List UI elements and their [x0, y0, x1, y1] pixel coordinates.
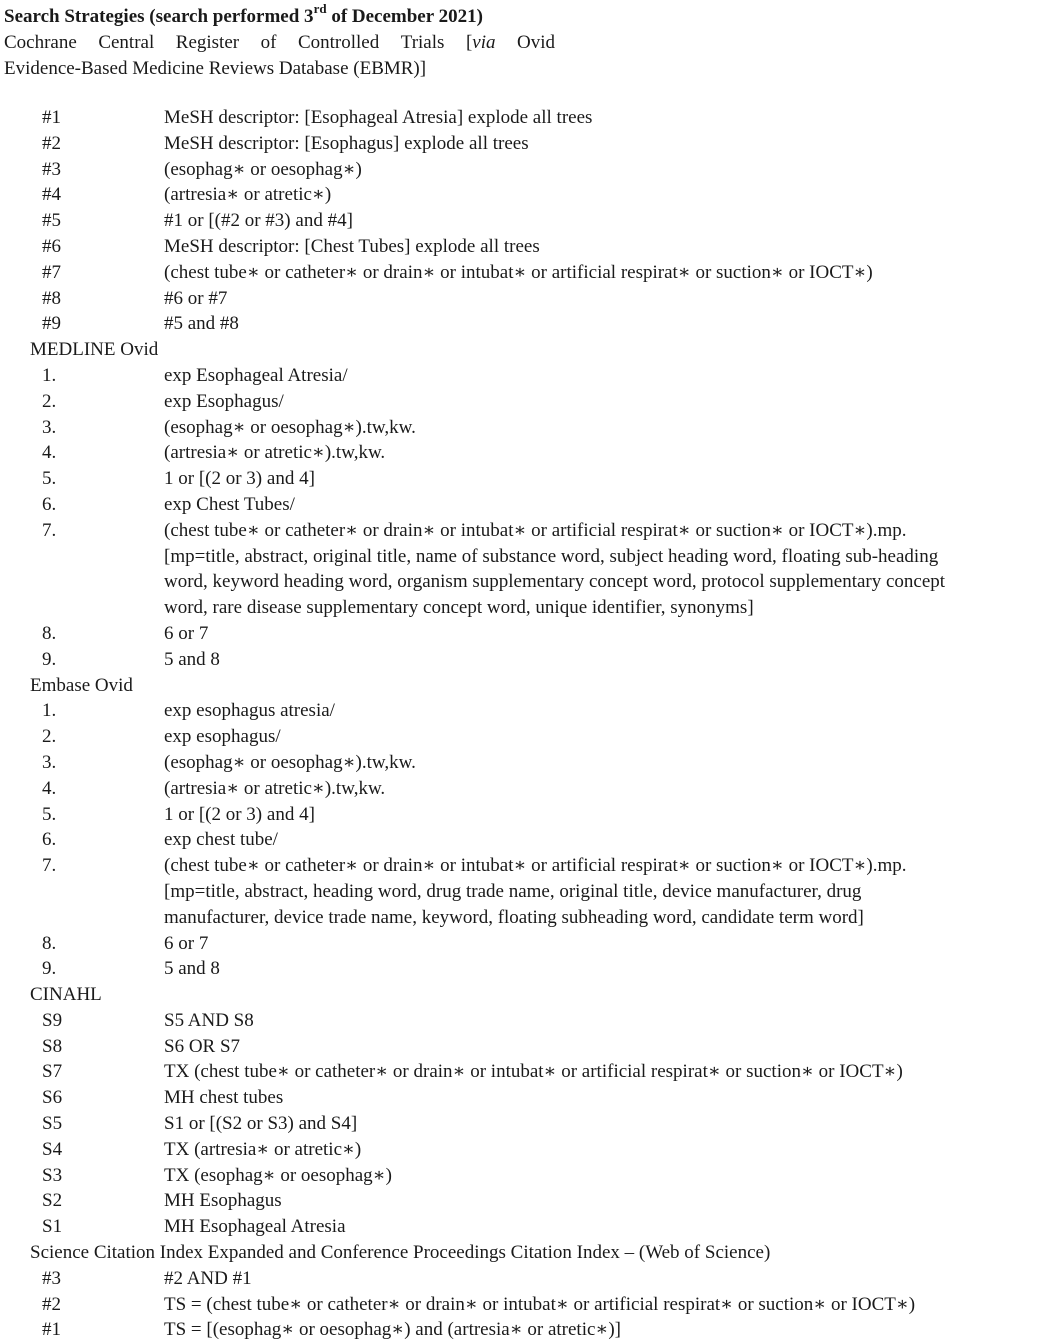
section-heading: Embase Ovid — [30, 674, 133, 696]
search-line — [0, 518, 1049, 621]
search-line — [0, 1085, 1049, 1111]
search-line-query: (esophag∗ or oesophag∗) — [164, 158, 362, 180]
search-line-number: 5. — [42, 468, 57, 490]
search-line-number: 2. — [42, 726, 57, 748]
search-line-query: exp Esophagus/ — [164, 390, 284, 412]
search-line — [0, 1137, 1049, 1163]
subtitle-word: Trials — [400, 32, 445, 53]
search-line-number: #4 — [42, 184, 61, 206]
search-line-query: TX (esophag∗ or oesophag∗) — [164, 1164, 392, 1186]
title-end: of December 2021) — [326, 6, 483, 27]
search-line-number: 8. — [42, 622, 57, 644]
search-line — [0, 1059, 1049, 1085]
search-line — [0, 492, 1049, 518]
search-line-number: #8 — [42, 287, 61, 309]
search-line — [0, 466, 1049, 492]
search-line — [0, 105, 1049, 131]
search-line-number: 7. — [42, 519, 57, 541]
search-line-query: (chest tube∗ or catheter∗ or drain∗ or intubat∗ or artificial respirat∗ or suction∗ or IOCT∗).mp. [mp=title, abstract, original title, name of substance word, subject heading word, floating sub-heading word, keyword heading word, organism supplementary concept word, protocol supplementary concept word, rare disease supplementary concept word, unique identifier, synonyms] — [164, 519, 946, 619]
search-line — [0, 389, 1049, 415]
search-line-query: 1 or [(2 or 3) and 4] — [164, 803, 315, 825]
search-line — [0, 750, 1049, 776]
search-line-query: MH Esophagus — [164, 1190, 282, 1212]
search-line-number: #7 — [42, 261, 61, 283]
search-line-query: 6 or 7 — [164, 932, 209, 954]
search-line-number: 1. — [42, 364, 57, 386]
search-line-query: exp esophagus atresia/ — [164, 700, 335, 722]
search-line-query: exp esophagus/ — [164, 726, 281, 748]
search-line-number: #2 — [42, 132, 61, 154]
search-line-query: 5 and 8 — [164, 958, 220, 980]
search-line-number: 9. — [42, 648, 57, 670]
search-line-number: 6. — [42, 829, 57, 851]
search-line — [0, 311, 1049, 337]
search-line-query: MeSH descriptor: [Esophagus] explode all trees — [164, 132, 529, 154]
search-line — [0, 647, 1049, 673]
search-line-number: #1 — [42, 1319, 61, 1341]
search-line-query: (chest tube∗ or catheter∗ or drain∗ or intubat∗ or artificial respirat∗ or suction∗ or IOCT∗).mp. [mp=title, abstract, heading word, drug trade name, original title, device manufacturer, drug manufacturer, device trade name, keyword, floating subheading word, candidate term word] — [164, 855, 907, 928]
search-line — [0, 776, 1049, 802]
search-line — [0, 931, 1049, 957]
search-line-number: 6. — [42, 493, 57, 515]
search-line-query: S5 AND S8 — [164, 1009, 254, 1031]
search-line-number: 8. — [42, 932, 57, 954]
search-line-query: #5 and #8 — [164, 313, 239, 335]
search-line — [0, 1034, 1049, 1060]
subtitle-word: Cochrane — [4, 32, 77, 53]
search-line-number: #3 — [42, 1267, 61, 1289]
search-line-query: 1 or [(2 or 3) and 4] — [164, 468, 315, 490]
database-subtitle — [4, 30, 564, 82]
search-line-number: 5. — [42, 803, 57, 825]
search-line-query: MeSH descriptor: [Esophageal Atresia] explode all trees — [164, 107, 593, 128]
search-line-number: S9 — [42, 1009, 63, 1031]
search-line-query: #2 AND #1 — [164, 1267, 252, 1289]
search-line — [0, 415, 1049, 441]
search-line — [0, 440, 1049, 466]
search-line-number: 3. — [42, 416, 57, 438]
subtitle-line-1 — [4, 30, 555, 56]
search-line — [0, 853, 1049, 930]
search-line-query: #6 or #7 — [164, 287, 228, 309]
search-strategy-list — [0, 105, 1049, 1343]
search-line — [0, 1008, 1049, 1034]
search-line-query: (esophag∗ or oesophag∗).tw,kw. — [164, 751, 416, 773]
search-line-query: (artresia∗ or atretic∗) — [164, 184, 332, 206]
search-line — [0, 621, 1049, 647]
search-line-number: #2 — [42, 1293, 61, 1315]
search-line-query: exp Chest Tubes/ — [164, 493, 295, 515]
search-line-number: 1. — [42, 700, 57, 722]
search-line-query: (artresia∗ or atretic∗).tw,kw. — [164, 442, 386, 464]
search-line-query: exp Esophageal Atresia/ — [164, 364, 348, 386]
search-line-number: S6 — [42, 1087, 63, 1109]
search-line-query: S1 or [(S2 or S3) and S4] — [164, 1113, 358, 1135]
search-line — [0, 260, 1049, 286]
search-line-number: 7. — [42, 855, 57, 877]
section-heading: MEDLINE Ovid — [30, 339, 159, 361]
search-line — [0, 698, 1049, 724]
search-line-number: S2 — [42, 1190, 63, 1212]
search-line-query: 6 or 7 — [164, 622, 209, 644]
search-line-number: #6 — [42, 235, 61, 257]
search-line-query: MH Esophageal Atresia — [164, 1216, 346, 1238]
subtitle-word: Central — [98, 32, 155, 53]
search-line — [0, 208, 1049, 234]
title-superscript: rd — [313, 0, 327, 16]
search-line-query: TS = (chest tube∗ or catheter∗ or drain∗ or intubat∗ or artificial respirat∗ or suction∗ or IOCT∗) — [164, 1293, 916, 1315]
search-line-query: exp chest tube/ — [164, 829, 278, 851]
search-line-query: #1 or [(#2 or #3) and #4] — [164, 210, 353, 232]
subtitle-line-2: Evidence-Based Medicine Reviews Database (EBMR)] — [4, 58, 427, 79]
search-line — [0, 286, 1049, 312]
search-line-number: #9 — [42, 313, 61, 335]
search-line — [0, 157, 1049, 183]
search-line-number: S4 — [42, 1138, 63, 1160]
search-line-query: TX (artresia∗ or atretic∗) — [164, 1138, 362, 1160]
search-line-query: MeSH descriptor: [Chest Tubes] explode all trees — [164, 235, 540, 257]
search-line — [0, 1188, 1049, 1214]
search-line — [0, 234, 1049, 260]
section-heading: Science Citation Index Expanded and Conference Proceedings Citation Index – (Web of Science) — [30, 1242, 771, 1264]
subtitle-word: Controlled — [297, 32, 380, 53]
search-line-number: #1 — [42, 107, 61, 128]
search-line-number: #3 — [42, 158, 61, 180]
search-line-number: S7 — [42, 1061, 63, 1083]
title-main: Search Strategies (search performed 3 — [4, 6, 314, 27]
search-line-number: #5 — [42, 210, 61, 232]
section-heading: CINAHL — [30, 984, 102, 1006]
search-line-query: 5 and 8 — [164, 648, 220, 670]
search-line-number: S3 — [42, 1164, 63, 1186]
search-line-number: 9. — [42, 958, 57, 980]
search-line-number: S1 — [42, 1216, 63, 1238]
subtitle-word: Ovid — [517, 32, 555, 53]
search-line-query: (esophag∗ or oesophag∗).tw,kw. — [164, 416, 416, 438]
search-line-query: (artresia∗ or atretic∗).tw,kw. — [164, 777, 386, 799]
search-line — [0, 1111, 1049, 1137]
search-line-number: S5 — [42, 1113, 63, 1135]
search-line — [0, 1317, 1049, 1343]
search-line-query: MH chest tubes — [164, 1087, 284, 1109]
subtitle-word: [via — [465, 32, 496, 53]
search-line — [0, 363, 1049, 389]
search-line — [0, 827, 1049, 853]
search-line-number: 4. — [42, 442, 57, 464]
search-line — [0, 131, 1049, 157]
subtitle-word: of — [260, 32, 277, 53]
search-line — [0, 802, 1049, 828]
search-line-query: S6 OR S7 — [164, 1035, 241, 1057]
subtitle-word: Register — [175, 32, 240, 53]
search-line-number: 2. — [42, 390, 57, 412]
search-line — [0, 182, 1049, 208]
search-line — [0, 724, 1049, 750]
search-line-number: 4. — [42, 777, 57, 799]
search-line — [0, 1163, 1049, 1189]
document-title — [4, 0, 483, 30]
search-line-query: TS = [(esophag∗ or oesophag∗) and (artresia∗ or atretic∗)] — [164, 1319, 621, 1341]
search-line-query: TX (chest tube∗ or catheter∗ or drain∗ or intubat∗ or artificial respirat∗ or suction∗ or IOCT∗) — [164, 1061, 903, 1083]
search-line-number: 3. — [42, 751, 57, 773]
search-line — [0, 956, 1049, 982]
search-line-number: S8 — [42, 1035, 63, 1057]
search-line — [0, 1214, 1049, 1240]
search-line — [0, 1266, 1049, 1292]
search-line-query: (chest tube∗ or catheter∗ or drain∗ or intubat∗ or artificial respirat∗ or suction∗ or IOCT∗) — [164, 261, 873, 283]
search-line — [0, 1292, 1049, 1318]
